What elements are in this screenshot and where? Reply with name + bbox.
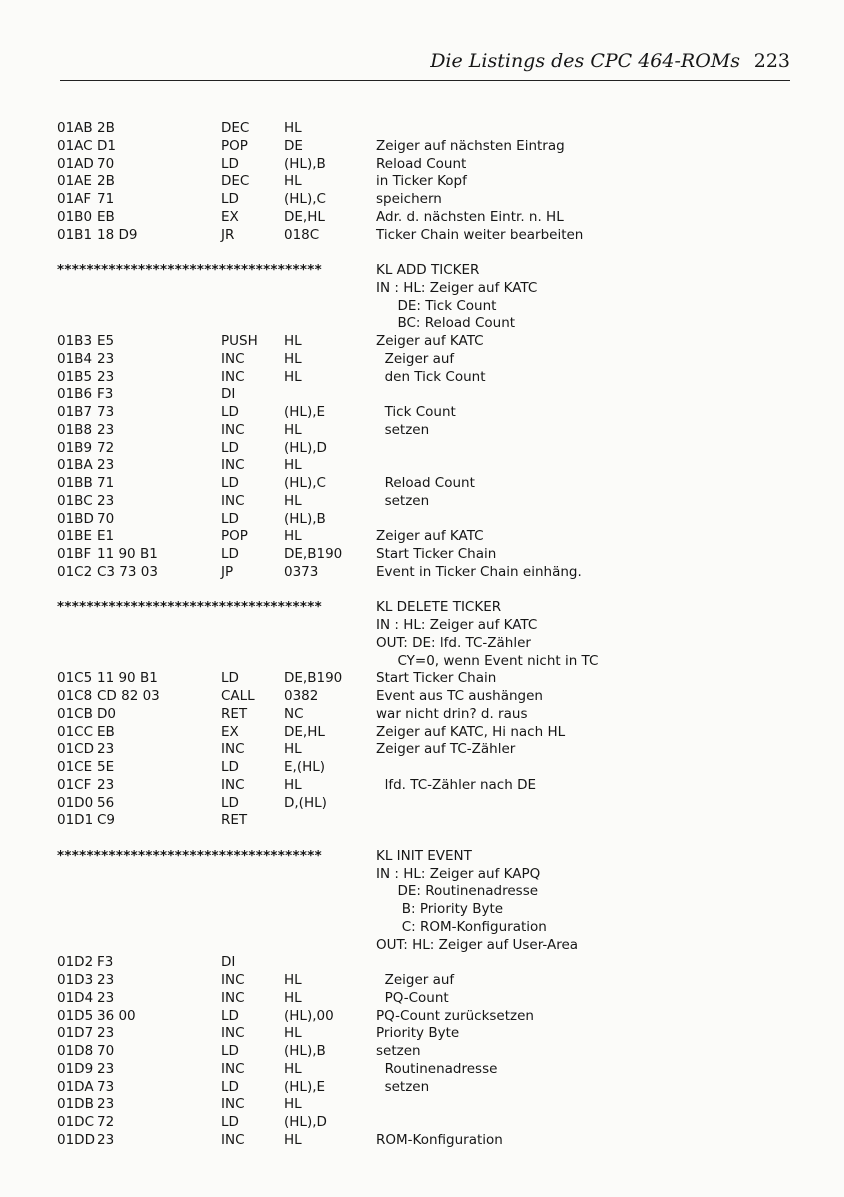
comment: IN : HL: Zeiger auf KATC [376, 279, 538, 296]
mnemonic: LD [221, 191, 239, 207]
comment: speichern [376, 191, 442, 207]
hex-bytes: 73 [97, 1078, 115, 1095]
section-separator [0, 848, 844, 866]
address: 01B7 [57, 404, 93, 420]
operand: D,(HL) [284, 794, 327, 811]
listing-line [0, 724, 844, 742]
listing-line [0, 582, 844, 600]
mnemonic: LD [221, 155, 239, 172]
listing-line [0, 1114, 844, 1132]
operand: HL [284, 1060, 302, 1077]
operand: HL [284, 173, 302, 190]
address: 01BD [57, 510, 94, 527]
hex-bytes: F3 [97, 386, 114, 403]
comment: setzen [376, 1043, 421, 1059]
comment: Reload Count [376, 475, 475, 491]
comment: Zeiger auf TC-Zähler [376, 741, 516, 758]
address: 01D3 [57, 972, 94, 988]
listing-line [0, 120, 844, 138]
comment: Zeiger auf nächsten Eintrag [376, 137, 565, 154]
hex-bytes: F3 [97, 954, 114, 971]
operand: HL [284, 972, 302, 988]
section-separator [0, 599, 844, 617]
address: 01CD [57, 741, 94, 758]
address: 01CF [57, 776, 92, 793]
listing-line [0, 1043, 844, 1061]
listing-line [0, 369, 844, 387]
listing-line [0, 759, 844, 777]
hex-bytes: 70 [97, 1043, 115, 1059]
mnemonic: INC [221, 989, 245, 1006]
mnemonic: LD [221, 759, 239, 775]
address: 01D9 [57, 1060, 94, 1077]
listing-line [0, 422, 844, 440]
hex-bytes: EB [97, 723, 115, 740]
listing-line [0, 670, 844, 688]
listing-line [0, 564, 844, 582]
listing-line [0, 298, 844, 316]
address: 01B4 [57, 350, 93, 367]
operand: (HL),00 [284, 1007, 334, 1024]
operand: HL [284, 741, 302, 758]
address: 01B6 [57, 386, 93, 403]
mnemonic: LD [221, 670, 239, 687]
listing-line [0, 830, 844, 848]
address: 01BF [57, 546, 92, 562]
operand: HL [284, 528, 302, 545]
hex-bytes: 73 [97, 404, 115, 420]
mnemonic: LD [221, 510, 239, 527]
address: 01AE [57, 173, 92, 190]
mnemonic: LD [221, 794, 239, 811]
operand: (HL),D [284, 1114, 327, 1130]
hex-bytes: 23 [97, 350, 115, 367]
hex-bytes: 70 [97, 155, 115, 172]
hex-bytes: 2B [97, 120, 115, 136]
hex-bytes: 2B [97, 173, 115, 190]
address: 01D4 [57, 989, 94, 1006]
operand: HL [284, 989, 302, 1006]
comment: ROM-Konfiguration [376, 1131, 503, 1148]
listing-line [0, 457, 844, 475]
hex-bytes: 71 [97, 475, 115, 491]
hex-bytes: 71 [97, 191, 115, 207]
comment: OUT: HL: Zeiger auf User-Area [376, 936, 579, 953]
address: 01D8 [57, 1043, 94, 1059]
comment: Event aus TC aushängen [376, 688, 543, 704]
operand: (HL),E [284, 404, 326, 420]
listing-line [0, 1096, 844, 1114]
address: 01C2 [57, 563, 93, 580]
listing-line [0, 404, 844, 422]
operand: NC [284, 705, 304, 722]
operand: DE,B190 [284, 546, 343, 562]
mnemonic: LD [221, 475, 239, 491]
mnemonic: DEC [221, 120, 250, 136]
mnemonic: INC [221, 776, 245, 793]
mnemonic: INC [221, 350, 245, 367]
mnemonic: INC [221, 972, 245, 988]
listing-line [0, 883, 844, 901]
listing-line [0, 617, 844, 635]
listing-line [0, 777, 844, 795]
listing-line [0, 990, 844, 1008]
address: 01DB [57, 1096, 94, 1113]
page-header [60, 46, 790, 81]
listing-line [0, 546, 844, 564]
mnemonic: INC [221, 1060, 245, 1077]
address: 01C5 [57, 670, 93, 687]
operand: (HL),C [284, 191, 326, 207]
comment: setzen [376, 1078, 430, 1095]
listing-line [0, 1025, 844, 1043]
address: 01B3 [57, 333, 93, 349]
comment: Zeiger auf [376, 972, 455, 988]
address: 01DC [57, 1114, 94, 1130]
address: 01CC [57, 723, 94, 740]
operand: DE [284, 137, 303, 154]
mnemonic: LD [221, 1043, 239, 1059]
comment: B: Priority Byte [376, 901, 504, 917]
mnemonic: JP [221, 563, 234, 580]
listing-line [0, 173, 844, 191]
mnemonic: INC [221, 368, 245, 385]
listing-line [0, 972, 844, 990]
operand: HL [284, 368, 302, 385]
listing-line [0, 954, 844, 972]
listing-line [0, 493, 844, 511]
mnemonic: INC [221, 1131, 245, 1148]
operand: HL [284, 1025, 302, 1042]
listing-line [0, 280, 844, 298]
comment: Zeiger auf [376, 350, 455, 367]
comment: Ticker Chain weiter bearbeiten [376, 226, 584, 243]
operand: (HL),C [284, 475, 326, 491]
mnemonic: RET [221, 812, 248, 829]
hex-bytes: 23 [97, 421, 115, 438]
listing-line [0, 795, 844, 813]
hex-bytes: 23 [97, 741, 115, 758]
address: 01CE [57, 759, 93, 775]
comment: den Tick Count [376, 368, 486, 385]
hex-bytes: 36 00 [97, 1007, 136, 1024]
comment: lfd. TC-Zähler nach DE [376, 776, 536, 793]
comment: Start Ticker Chain [376, 546, 497, 562]
comment: Zeiger auf KATC, Hi nach HL [376, 723, 566, 740]
assembly-listing [0, 120, 844, 1150]
listing-line [0, 244, 844, 262]
hex-bytes: 56 [97, 794, 115, 811]
operand: HL [284, 776, 302, 793]
address: 01D1 [57, 812, 94, 829]
address: 01BB [57, 475, 93, 491]
mnemonic: LD [221, 1007, 239, 1024]
comment: Adr. d. nächsten Eintr. n. HL [376, 208, 564, 225]
address: 01BA [57, 457, 93, 474]
hex-bytes: 11 90 B1 [97, 670, 158, 687]
operand: HL [284, 333, 302, 349]
address: 01B5 [57, 368, 93, 385]
comment: setzen [376, 421, 430, 438]
comment: in Ticker Kopf [376, 173, 467, 190]
mnemonic: PUSH [221, 333, 258, 349]
hex-bytes: 23 [97, 1096, 115, 1113]
address: 01AB [57, 120, 93, 136]
address: 01D0 [57, 794, 94, 811]
comment: KL INIT EVENT [376, 847, 472, 864]
hex-bytes: 72 [97, 439, 115, 456]
address: 01D5 [57, 1007, 94, 1024]
comment: setzen [376, 492, 430, 509]
hex-bytes: E1 [97, 528, 115, 545]
address: 01D2 [57, 954, 94, 971]
listing-line [0, 937, 844, 955]
address: 01AC [57, 137, 93, 154]
address: 01AF [57, 191, 92, 207]
comment: Priority Byte [376, 1025, 460, 1042]
operand: DE,HL [284, 723, 325, 740]
page-number: 223 [753, 50, 790, 72]
listing-line [0, 440, 844, 458]
address: 01C8 [57, 688, 93, 704]
mnemonic: INC [221, 741, 245, 758]
mnemonic: DEC [221, 173, 250, 190]
listing-line [0, 511, 844, 529]
separator-stars: ************************************ [57, 599, 322, 616]
comment: Zeiger auf KATC [376, 528, 484, 545]
hex-bytes: 23 [97, 1025, 115, 1042]
hex-bytes: 23 [97, 972, 115, 988]
comment: KL DELETE TICKER [376, 599, 502, 616]
listing-line [0, 866, 844, 884]
mnemonic: LD [221, 546, 239, 562]
hex-bytes: D0 [97, 705, 116, 722]
hex-bytes: 23 [97, 457, 115, 474]
listing-line [0, 653, 844, 671]
hex-bytes: 23 [97, 989, 115, 1006]
address: 01CB [57, 705, 93, 722]
operand: (HL),B [284, 155, 326, 172]
hex-bytes: 5E [97, 759, 115, 775]
listing-line [0, 209, 844, 227]
mnemonic: JR [221, 226, 235, 243]
operand: (HL),D [284, 439, 327, 456]
operand: DE,HL [284, 208, 325, 225]
section-separator [0, 262, 844, 280]
listing-line [0, 333, 844, 351]
listing-line [0, 351, 844, 369]
comment: Start Ticker Chain [376, 670, 497, 687]
mnemonic: EX [221, 208, 239, 225]
mnemonic: INC [221, 421, 245, 438]
mnemonic: LD [221, 404, 239, 420]
listing-line [0, 706, 844, 724]
hex-bytes: C9 [97, 812, 116, 829]
listing-line [0, 1079, 844, 1097]
comment: DE: Tick Count [376, 297, 497, 314]
comment: IN : HL: Zeiger auf KATC [376, 617, 538, 633]
listing-line [0, 1008, 844, 1026]
comment: BC: Reload Count [376, 315, 516, 332]
mnemonic: INC [221, 457, 245, 474]
comment: C: ROM-Konfiguration [376, 918, 547, 935]
hex-bytes: 23 [97, 1060, 115, 1077]
hex-bytes: E5 [97, 333, 115, 349]
address: 01AD [57, 155, 94, 172]
running-title: Die Listings des CPC 464-ROMs [430, 50, 740, 72]
address: 01B0 [57, 208, 93, 225]
operand: HL [284, 350, 302, 367]
hex-bytes: 23 [97, 368, 115, 385]
mnemonic: RET [221, 705, 248, 722]
mnemonic: INC [221, 492, 245, 509]
address: 01DA [57, 1078, 94, 1095]
comment: CY=0, wenn Event nicht in TC [376, 652, 599, 669]
hex-bytes: 23 [97, 492, 115, 509]
operand: HL [284, 421, 302, 438]
mnemonic: INC [221, 1025, 245, 1042]
separator-stars: ************************************ [57, 262, 322, 278]
listing-line [0, 156, 844, 174]
listing-line [0, 1132, 844, 1150]
operand: HL [284, 1131, 302, 1148]
mnemonic: EX [221, 723, 239, 740]
operand: (HL),B [284, 510, 326, 527]
mnemonic: LD [221, 1114, 239, 1130]
listing-line [0, 315, 844, 333]
hex-bytes: 72 [97, 1114, 115, 1130]
operand: E,(HL) [284, 759, 326, 775]
comment: Event in Ticker Chain einhäng. [376, 563, 582, 580]
hex-bytes: D1 [97, 137, 116, 154]
mnemonic: POP [221, 528, 248, 545]
comment: Routinenadresse [376, 1060, 498, 1077]
comment: Reload Count [376, 155, 467, 172]
comment: OUT: DE: lfd. TC-Zähler [376, 634, 531, 651]
operand: HL [284, 492, 302, 509]
hex-bytes: 70 [97, 510, 115, 527]
operand: HL [284, 120, 302, 136]
operand: (HL),B [284, 1043, 326, 1059]
listing-line [0, 475, 844, 493]
hex-bytes: CD 82 03 [97, 688, 160, 704]
hex-bytes: 11 90 B1 [97, 546, 158, 562]
hex-bytes: 23 [97, 1131, 115, 1148]
mnemonic: DI [221, 386, 236, 403]
comment: Tick Count [376, 404, 456, 420]
listing-line [0, 386, 844, 404]
listing-line [0, 741, 844, 759]
comment: KL ADD TICKER [376, 262, 480, 278]
listing-line [0, 1061, 844, 1079]
separator-stars: ************************************ [57, 847, 322, 864]
address: 01B9 [57, 439, 93, 456]
operand: (HL),E [284, 1078, 326, 1095]
address: 01DD [57, 1131, 95, 1148]
mnemonic: POP [221, 137, 248, 154]
mnemonic: DI [221, 954, 236, 971]
address: 01D7 [57, 1025, 94, 1042]
listing-line [0, 901, 844, 919]
comment: DE: Routinenadresse [376, 883, 539, 900]
listing-line [0, 528, 844, 546]
operand: HL [284, 457, 302, 474]
comment: PQ-Count [376, 989, 449, 1006]
comment: Zeiger auf KATC [376, 333, 484, 349]
mnemonic: INC [221, 1096, 245, 1113]
listing-line [0, 227, 844, 245]
address: 01B8 [57, 421, 93, 438]
hex-bytes: 23 [97, 776, 115, 793]
hex-bytes: EB [97, 208, 115, 225]
comment: PQ-Count zurücksetzen [376, 1007, 534, 1024]
listing-line [0, 138, 844, 156]
mnemonic: LD [221, 1078, 239, 1095]
listing-line [0, 812, 844, 830]
operand: 0373 [284, 563, 319, 580]
mnemonic: CALL [221, 688, 255, 704]
hex-bytes: 18 D9 [97, 226, 138, 243]
hex-bytes: C3 73 03 [97, 563, 158, 580]
mnemonic: LD [221, 439, 239, 456]
operand: HL [284, 1096, 302, 1113]
operand: 018C [284, 226, 320, 243]
listing-line [0, 191, 844, 209]
operand: 0382 [284, 688, 319, 704]
address: 01BC [57, 492, 93, 509]
listing-line [0, 688, 844, 706]
address: 01B1 [57, 226, 93, 243]
listing-line [0, 635, 844, 653]
listing-line [0, 919, 844, 937]
address: 01BE [57, 528, 92, 545]
comment: IN : HL: Zeiger auf KAPQ [376, 865, 541, 882]
comment: war nicht drin? d. raus [376, 705, 528, 722]
operand: DE,B190 [284, 670, 343, 687]
